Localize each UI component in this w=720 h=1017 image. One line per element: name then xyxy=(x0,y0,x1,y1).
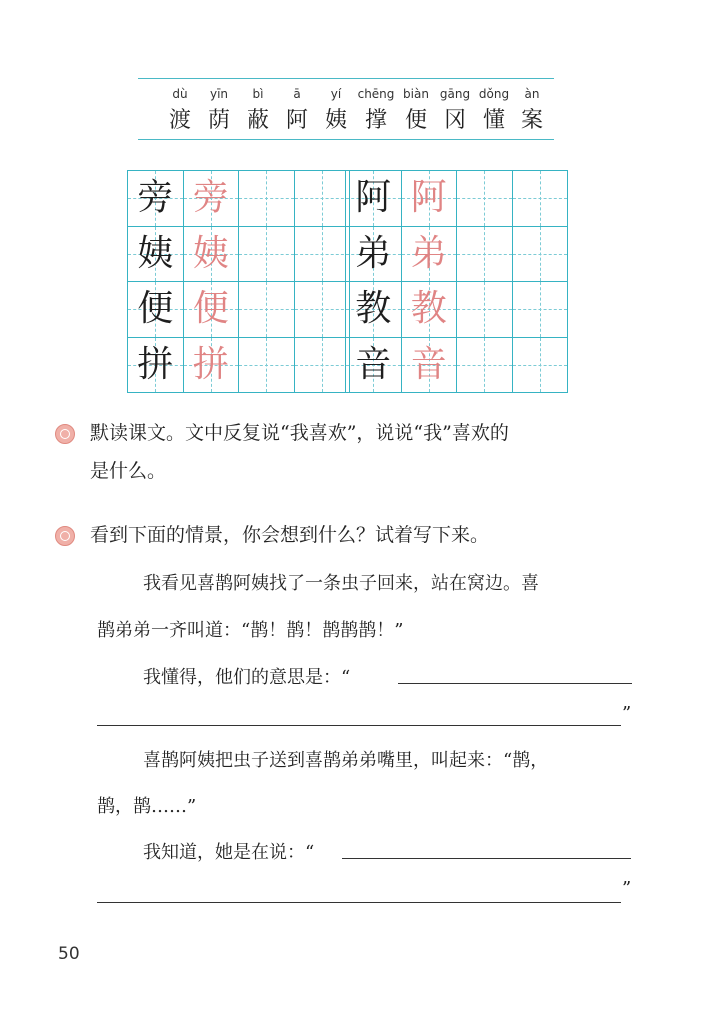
model-character: 教 xyxy=(355,288,392,330)
vocabulary-bar xyxy=(138,78,554,140)
trace-character: 弟 xyxy=(410,232,447,274)
grid-cell xyxy=(128,282,184,338)
question-line: 看到下面的情景，你会想到什么？试着写下来。 xyxy=(90,524,490,546)
grid-cell-blank[interactable] xyxy=(239,226,295,282)
vocab-pinyin: àn xyxy=(524,87,540,101)
vocab-character: 懂 xyxy=(482,108,505,133)
trace-character: 教 xyxy=(410,288,447,330)
writing-grid xyxy=(127,170,563,388)
question-1 xyxy=(55,414,655,494)
grid-row xyxy=(346,171,568,227)
trace-character: 阿 xyxy=(410,177,447,219)
model-character: 拼 xyxy=(137,343,174,385)
vocab-pinyin: dǒng xyxy=(478,87,510,101)
grid-row xyxy=(128,171,350,227)
grid-cell-blank[interactable] xyxy=(239,171,295,227)
vocab-character: 蔽 xyxy=(246,108,269,133)
exercise-prompt: 我懂得，他们的意思是：“ xyxy=(143,667,351,688)
grid-cell-blank[interactable] xyxy=(457,171,513,227)
vocab-character: 冈 xyxy=(443,108,466,133)
question-text xyxy=(90,516,650,554)
vocab-character: 渡 xyxy=(168,108,191,133)
grid-row xyxy=(128,337,350,393)
grid-cell-blank[interactable] xyxy=(457,226,513,282)
grid-cell-blank[interactable] xyxy=(512,226,568,282)
question-bullet-icon xyxy=(55,526,75,546)
grid-cell xyxy=(401,337,457,393)
grid-cell xyxy=(401,282,457,338)
model-character: 弟 xyxy=(355,232,392,274)
question-text xyxy=(90,414,650,490)
answer-blank[interactable] xyxy=(398,683,632,684)
vocab-pinyin: yí xyxy=(330,87,342,101)
trace-character: 拼 xyxy=(192,343,229,385)
grid-row xyxy=(346,337,568,393)
grid-cell-blank[interactable] xyxy=(512,282,568,338)
model-character: 便 xyxy=(137,288,174,330)
grid-cell-blank[interactable] xyxy=(457,337,513,393)
exercise-prompt: 我知道，她是在说：“ xyxy=(143,842,315,863)
grid-cell-blank[interactable] xyxy=(239,282,295,338)
vocab-character: 荫 xyxy=(207,108,230,133)
exercise-paragraph: 我看见喜鹊阿姨找了一条虫子回来，站在窝边。喜 xyxy=(143,573,539,594)
grid-cell-blank[interactable] xyxy=(294,171,350,227)
exercise-paragraph: 喜鹊阿姨把虫子送到喜鹊弟弟嘴里，叫起来：“鹊， xyxy=(143,750,549,771)
model-character: 旁 xyxy=(137,177,174,219)
writing-grid-left xyxy=(127,170,350,393)
grid-cell-blank[interactable] xyxy=(239,337,295,393)
vocab-pinyin: dù xyxy=(172,87,188,101)
grid-row xyxy=(346,282,568,338)
page-number: 50 xyxy=(58,944,80,964)
question-line: 默读课文。文中反复说“我喜欢”，说说“我”喜欢的 xyxy=(90,422,509,444)
grid-cell xyxy=(346,282,402,338)
model-character: 音 xyxy=(355,343,392,385)
closing-quote: ” xyxy=(622,878,632,899)
grid-cell-blank[interactable] xyxy=(294,282,350,338)
model-character: 姨 xyxy=(137,232,174,274)
vocab-pinyin: chēng xyxy=(357,87,395,101)
vocab-pinyin: gāng xyxy=(439,87,471,101)
vocab-character: 姨 xyxy=(324,108,347,133)
grid-row xyxy=(346,226,568,282)
vocab-character: 阿 xyxy=(285,108,308,133)
grid-row xyxy=(128,226,350,282)
grid-cell-blank[interactable] xyxy=(294,337,350,393)
question-bullet-icon xyxy=(55,424,75,444)
grid-cell xyxy=(346,171,402,227)
trace-character: 姨 xyxy=(192,232,229,274)
exercise-paragraph: 鹊，鹊……” xyxy=(97,796,197,817)
writing-grid-right xyxy=(345,170,568,393)
grid-cell xyxy=(183,337,239,393)
grid-cell xyxy=(183,282,239,338)
exercise-paragraph: 鹊弟弟一齐叫道：“鹊！鹊！鹊鹊鹊！” xyxy=(97,620,404,641)
grid-cell xyxy=(183,171,239,227)
grid-cell xyxy=(401,226,457,282)
trace-character: 音 xyxy=(410,343,447,385)
grid-cell xyxy=(128,226,184,282)
grid-cell xyxy=(128,171,184,227)
grid-cell xyxy=(183,226,239,282)
grid-cell xyxy=(128,337,184,393)
vocab-character: 案 xyxy=(520,108,543,133)
vocab-pinyin: ā xyxy=(293,87,301,101)
answer-blank[interactable] xyxy=(342,858,631,859)
trace-character: 旁 xyxy=(192,177,229,219)
grid-cell-blank[interactable] xyxy=(457,282,513,338)
answer-blank[interactable] xyxy=(97,725,621,726)
vocab-character: 撑 xyxy=(364,108,387,133)
grid-cell xyxy=(346,337,402,393)
trace-character: 便 xyxy=(192,288,229,330)
answer-blank[interactable] xyxy=(97,902,621,903)
model-character: 阿 xyxy=(355,177,392,219)
vocab-character: 便 xyxy=(404,108,427,133)
grid-cell xyxy=(346,226,402,282)
closing-quote: ” xyxy=(622,703,632,724)
question-line: 是什么。 xyxy=(90,460,167,482)
question-2 xyxy=(55,516,655,556)
grid-cell xyxy=(401,171,457,227)
grid-cell-blank[interactable] xyxy=(294,226,350,282)
grid-cell-blank[interactable] xyxy=(512,337,568,393)
vocab-pinyin: biàn xyxy=(403,87,429,101)
vocab-pinyin: bì xyxy=(252,87,264,101)
grid-cell-blank[interactable] xyxy=(512,171,568,227)
vocab-pinyin: yīn xyxy=(209,87,229,101)
grid-row xyxy=(128,282,350,338)
